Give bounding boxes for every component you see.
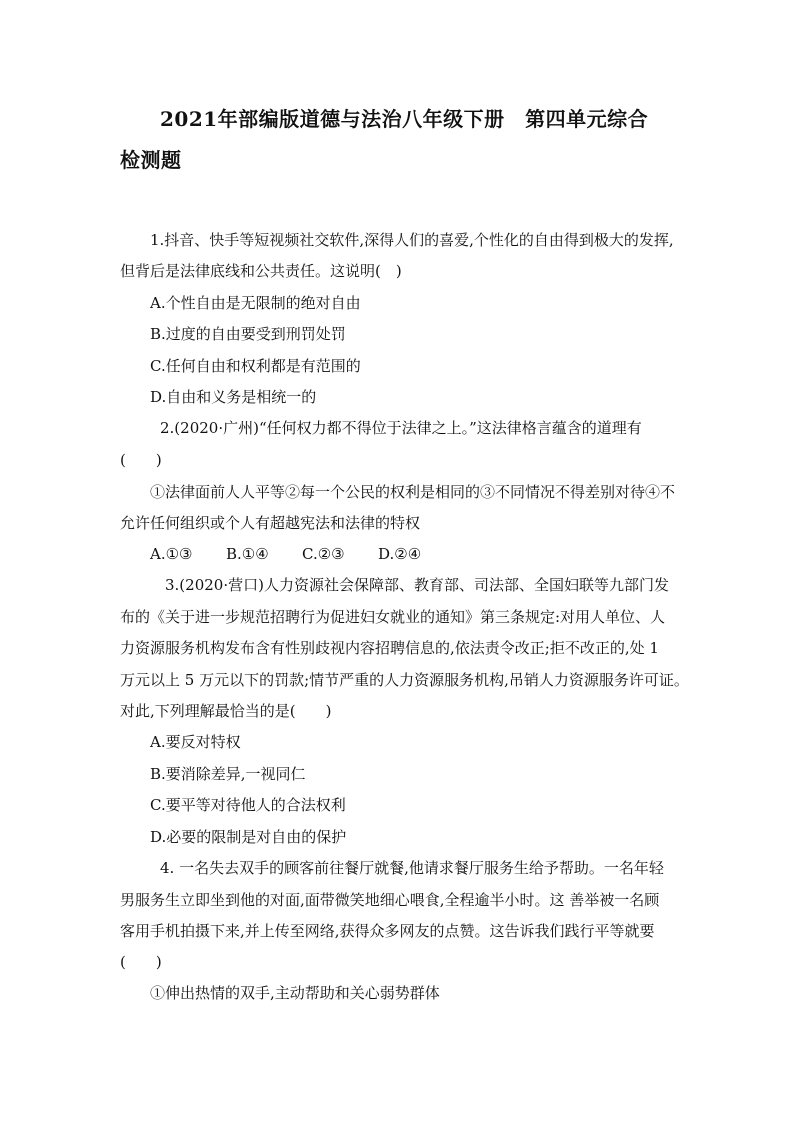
q2-options-row: [150, 543, 454, 565]
q2-stem-line-2: ( ): [120, 451, 162, 469]
q3-stem-line-5: 对此,下列理解最恰当的是( ): [120, 702, 332, 720]
q3-option-c: C.要平等对待他人的合法权利: [150, 796, 346, 814]
q3-option-b: B.要消除差异,一视同仁: [150, 765, 306, 783]
q3-option-a: A.要反对特权: [150, 733, 241, 751]
q1-option-a: A.个性自由是无限制的绝对自由: [150, 294, 361, 312]
q1-option-d: D.自由和义务是相统一的: [150, 388, 317, 406]
q4-stem-line-3: 客用手机拍摄下来,并上传至网络,获得众多网友的点赞。这告诉我们践行平等就要: [120, 922, 655, 940]
q2-option-a: A.①③: [150, 545, 193, 563]
q1-stem-line-2: 但背后是法律底线和公共责任。这说明( ): [120, 262, 402, 280]
q2-stem-line-1: 2.(2020·广州)“任何权力都不得位于法律之上。”这法律格言蕴含的道理有: [160, 419, 642, 437]
q2-option-c: C.②③: [302, 545, 345, 563]
q3-stem-line-4: 万元以上 5 万元以下的罚款;情节严重的人力资源服务机构,吊销人力资源服务许可证。: [120, 671, 689, 689]
q3-stem-line-1: 3.(2020·营口)人力资源社会保障部、教育部、司法部、全国妇联等九部门发: [165, 576, 669, 594]
q4-body-line-1: ①伸出热情的双手,主动帮助和关心弱势群体: [150, 984, 440, 1002]
document-title-line-1: 2021年部编版道德与法治八年级下册 第四单元综合: [160, 107, 649, 131]
q1-stem-line-1: 1.抖音、快手等短视频社交软件,深得人们的喜爱,个性化的自由得到极大的发挥,: [150, 231, 674, 249]
q3-option-d: D.必要的限制是对自由的保护: [150, 828, 347, 846]
q1-option-b: B.过度的自由要受到刑罚处罚: [150, 325, 346, 343]
q2-option-b: B.①④: [226, 545, 269, 563]
q2-body-line-2: 允许任何组织或个人有超越宪法和法律的特权: [120, 514, 421, 532]
document-title-line-2: 检测题: [120, 148, 182, 172]
q3-stem-line-3: 力资源服务机构发布含有性别歧视内容招聘信息的,依法责令改正;拒不改正的,处 1: [120, 639, 659, 657]
q4-stem-line-2: 男服务生立即坐到他的对面,面带微笑地细心喂食,全程逾半小时。这 善举被一名顾: [120, 891, 660, 909]
q4-stem-line-4: ( ): [120, 953, 162, 971]
q1-option-c: C.任何自由和权利都是有范围的: [150, 357, 361, 375]
q2-option-d: D.②④: [378, 545, 422, 563]
q4-stem-line-1: 4. 一名失去双手的顾客前往餐厅就餐,他请求餐厅服务生给予帮助。一名年轻: [160, 859, 664, 877]
q3-stem-line-2: 布的《关于进一步规范招聘行为促进妇女就业的通知》第三条规定:对用人单位、人: [120, 608, 666, 626]
q2-body-line-1: ①法律面前人人平等②每一个公民的权利是相同的③不同情况不得差别对待④不: [150, 483, 676, 501]
